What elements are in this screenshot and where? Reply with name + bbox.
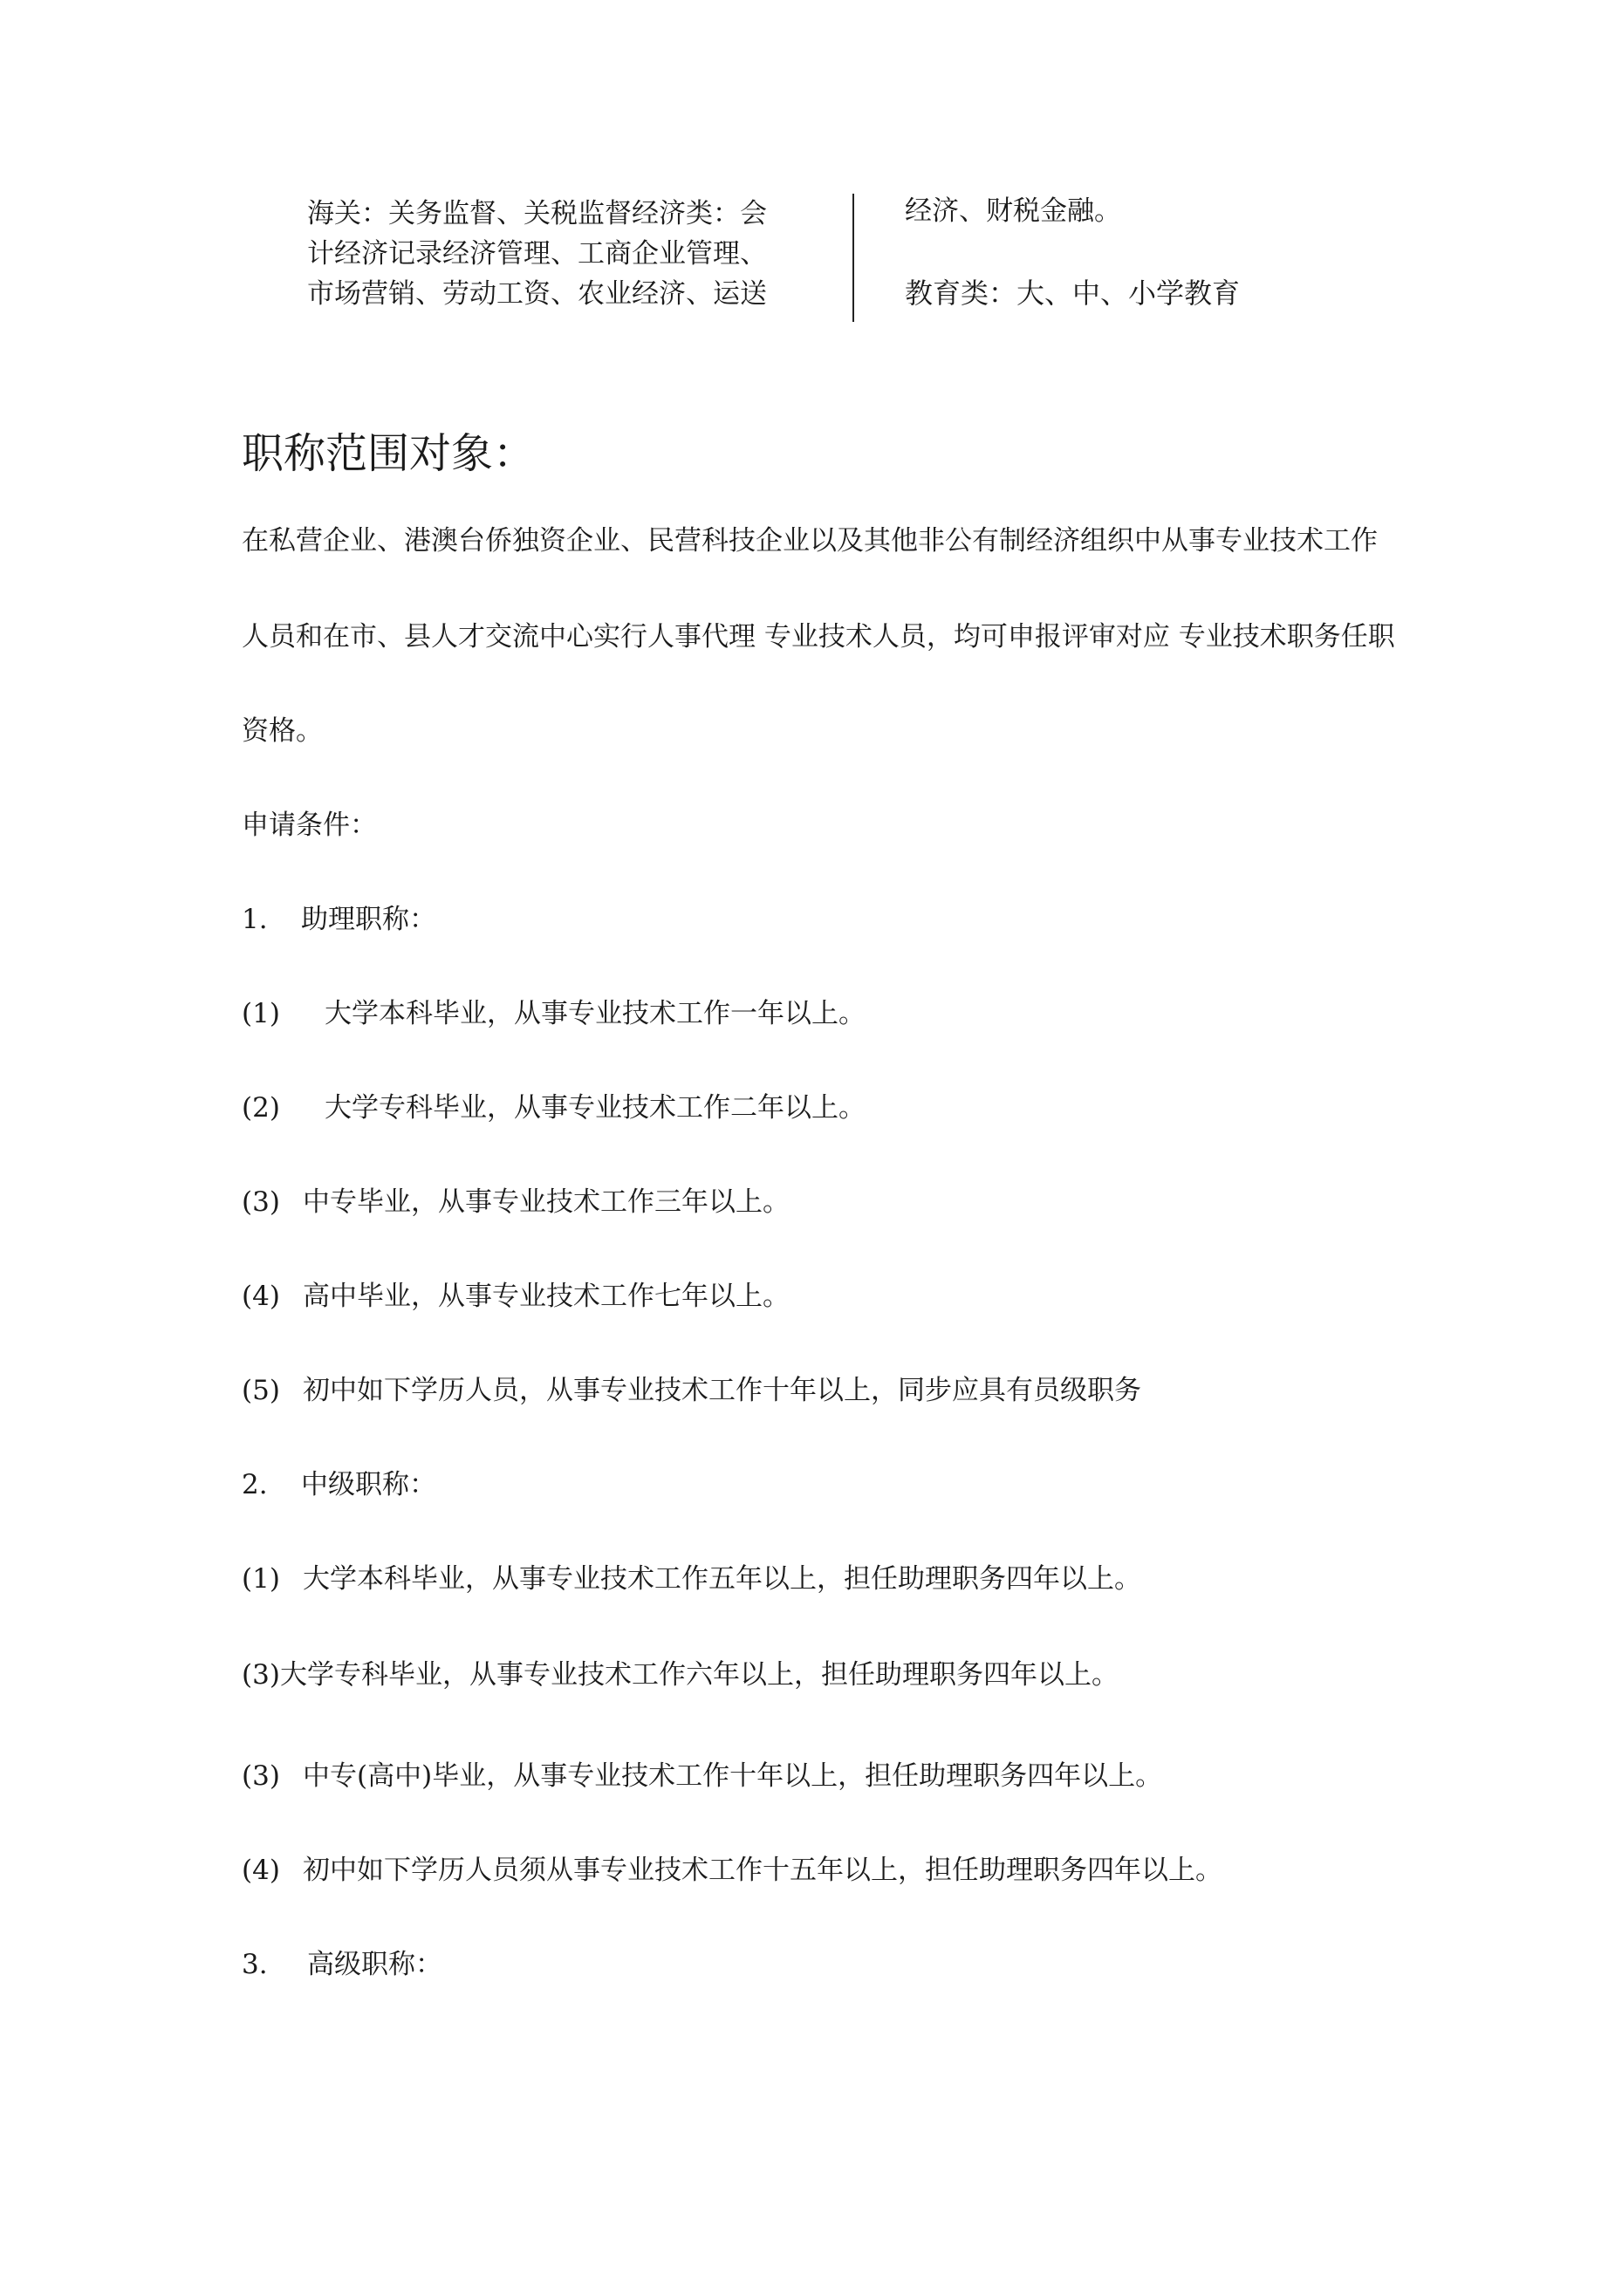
top-left-column: [307, 194, 813, 314]
list-item: [242, 1373, 1141, 1408]
item-number: (3): [242, 1760, 280, 1792]
item-number: (4): [242, 1855, 280, 1886]
item-text: 初中如下学历人员，从事专业技术工作十年以上，同步应具有员级职务: [303, 1375, 1141, 1406]
item-number: (4): [242, 1281, 280, 1312]
item-text: 大学专科毕业，从事专业技术工作六年以上，担任助理职务四年以上。: [280, 1659, 1119, 1691]
top-left-line: 市场营销、劳动工资、农业经济、运送: [307, 278, 767, 310]
list-item: [242, 1853, 1222, 1888]
item-text: 高中毕业，从事专业技术工作七年以上。: [303, 1281, 790, 1312]
item-number: (3): [242, 1659, 280, 1691]
list-item: [242, 1759, 1162, 1794]
item-text: 大学本科毕业，从事专业技术工作一年以上。: [325, 998, 866, 1029]
item-text: 初中如下学历人员须从事专业技术工作十五年以上，担任助理职务四年以上。: [303, 1855, 1222, 1886]
section-title: [242, 1467, 436, 1502]
top-right-line: 经济、财税金融。: [905, 195, 1121, 227]
item-text: 中专(高中)毕业，从事专业技术工作十年以上，担任助理职务四年以上。: [303, 1760, 1163, 1792]
list-item: [242, 1185, 790, 1220]
top-left-line: 海关：关务监督、关税监督经济类：会: [307, 198, 767, 229]
section-title-text: 中级职称：: [301, 1469, 436, 1500]
apply-conditions-label: 申请条件：: [242, 810, 377, 841]
section-title: [242, 902, 436, 937]
section-title: [242, 1947, 442, 1982]
section-title-text: 高级职称：: [307, 1949, 442, 1980]
intro-line: 人员和在市、县人才交流中心实行人事代理 专业技术人员，均可申报评审对应 专业技术职务任职: [242, 621, 1395, 653]
item-text: 大学本科毕业，从事专业技术工作五年以上，担任助理职务四年以上。: [303, 1563, 1141, 1595]
section-number: 1.: [242, 904, 268, 935]
list-item: [242, 1561, 1141, 1596]
top-left-line: 计经济记录经济管理、工商企业管理、: [307, 238, 767, 270]
item-text: 中专毕业，从事专业技术工作三年以上。: [303, 1186, 790, 1218]
intro-line: 资格。: [242, 715, 323, 747]
item-number: (3): [242, 1186, 280, 1218]
list-item: [242, 1090, 866, 1125]
item-text: 大学专科毕业，从事专业技术工作二年以上。: [325, 1092, 866, 1124]
item-number: (1): [242, 998, 280, 1029]
column-divider: [852, 194, 854, 322]
section-number: 2.: [242, 1469, 268, 1500]
list-item: [242, 996, 866, 1031]
section-heading: 职称范围对象：: [242, 429, 536, 478]
intro-line: 在私营企业、港澳台侨独资企业、民营科技企业以及其他非公有制经济组织中从事专业技术工作: [242, 525, 1378, 557]
item-number: (2): [242, 1092, 280, 1124]
top-right-line: 教育类：大、中、小学教育: [905, 277, 1241, 310]
section-title-text: 助理职称：: [301, 904, 436, 935]
item-number: (5): [242, 1375, 280, 1406]
list-item: [242, 1657, 1119, 1692]
item-number: (1): [242, 1563, 280, 1595]
section-number: 3.: [242, 1949, 268, 1980]
list-item: [242, 1279, 790, 1314]
